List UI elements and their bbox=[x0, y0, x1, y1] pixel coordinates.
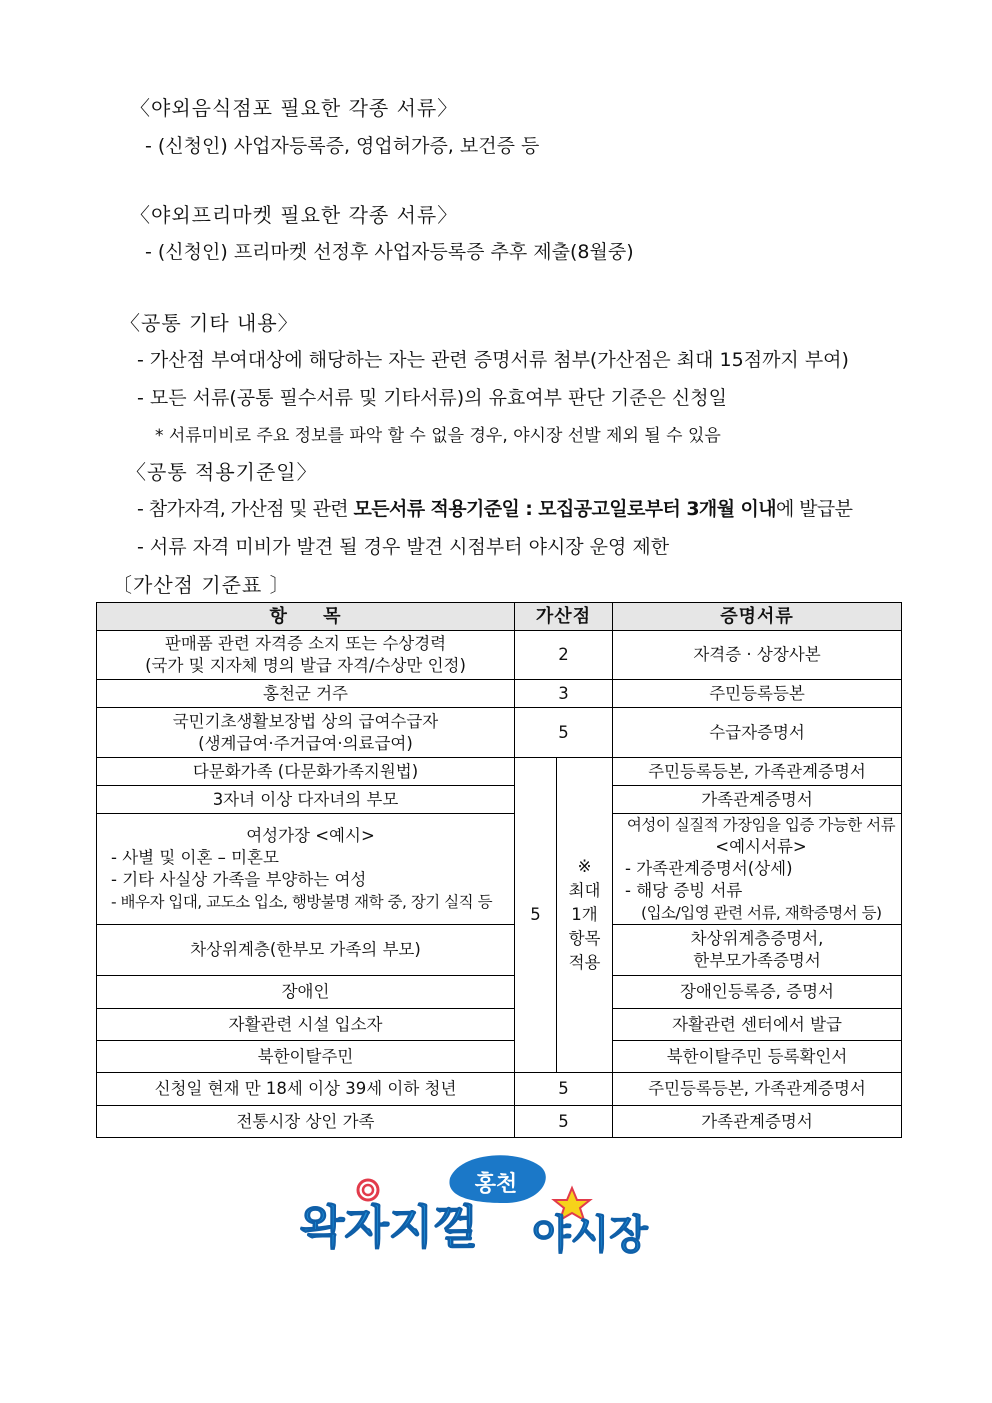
festival-logo bbox=[300, 1148, 680, 1258]
row-docs-line: - 가족관계증명서(상세) bbox=[625, 859, 793, 878]
row-item: 홍천군 거주 bbox=[97, 680, 515, 708]
row-docs: 가족관계증명서 bbox=[613, 1106, 902, 1138]
group-note-line: 적용 bbox=[568, 953, 601, 972]
row-item-line: 판매품 관련 자격증 소지 또는 수상경력 bbox=[164, 634, 447, 653]
logo-top-text: 홍천 bbox=[474, 1172, 518, 1197]
common-etc-title: 〈공통 기타 내용〉 bbox=[120, 311, 299, 335]
row-item: 3자녀 이상 다자녀의 부모 bbox=[97, 786, 515, 814]
flea-docs-line: - (신청인) 프리마켓 선정후 사업자등록증 추후 제출(8월중) bbox=[145, 241, 634, 263]
table-row bbox=[97, 631, 902, 680]
row-docs-line: 차상위계층증명서, bbox=[690, 929, 824, 948]
group-note-line: 최대 bbox=[568, 881, 601, 900]
row-item: 전통시장 상인 가족 bbox=[97, 1106, 515, 1138]
table-row bbox=[97, 1041, 902, 1073]
common-date-title: 〈공통 적용기준일〉 bbox=[126, 460, 318, 484]
row-docs: 수급자증명서 bbox=[613, 708, 902, 758]
table-row bbox=[97, 976, 902, 1009]
header-item: 항 목 bbox=[97, 603, 515, 631]
table-row bbox=[97, 1106, 902, 1138]
table-row bbox=[97, 1009, 902, 1041]
flea-docs-title: 〈야외프리마켓 필요한 각종 서류〉 bbox=[130, 203, 459, 227]
row-docs: 자격증 · 상장사본 bbox=[613, 631, 902, 680]
row-docs: 장애인등록증, 증명서 bbox=[613, 976, 902, 1009]
row-item-sub: - 사별 및 이혼 – 미혼모 bbox=[111, 848, 279, 867]
group-note-line: 항목 bbox=[568, 929, 601, 948]
row-item: 신청일 현재 만 18세 이상 39세 이하 청년 bbox=[97, 1073, 515, 1106]
table-caption: 〔가산점 기준표 〕 bbox=[112, 573, 291, 597]
common-date-line2: - 서류 자격 미비가 발견 될 경우 발견 시점부터 야시장 운영 제한 bbox=[137, 536, 670, 558]
row-docs: 자활관련 센터에서 발급 bbox=[613, 1009, 902, 1041]
common-date-line1-a: - 참가자격, 가산점 및 관련 bbox=[137, 498, 354, 520]
group-note-line: 1개 bbox=[571, 905, 598, 924]
row-docs-line: 한부모가족증명서 bbox=[693, 951, 821, 970]
row-docs-line: <예시서류> bbox=[715, 837, 807, 856]
row-item: 다문화가족 (다문화가족지원법) bbox=[97, 758, 515, 786]
row-item-line: 여성가장 <예시> bbox=[246, 826, 375, 845]
row-docs: 주민등록등본, 가족관계증명서 bbox=[613, 1073, 902, 1106]
table-row bbox=[97, 708, 902, 758]
row-docs-line: - 해당 증빙 서류 bbox=[625, 881, 743, 900]
row-item-sub: - 배우자 입대, 교도소 입소, 행방불명 재학 중, 장기 실직 등 bbox=[111, 893, 493, 911]
header-points: 가산점 bbox=[515, 603, 613, 631]
common-etc-note: * 서류미비로 주요 정보를 파악 할 수 없을 경우, 야시장 선발 제외 될 수 있음 bbox=[155, 426, 721, 446]
table-header-row bbox=[97, 603, 902, 631]
group-note-line: ※ bbox=[577, 857, 592, 876]
swirl-icon bbox=[358, 1180, 378, 1200]
row-item: 장애인 bbox=[97, 976, 515, 1009]
row-item-line: (생계급여·주거급여·의료급여) bbox=[198, 733, 413, 753]
common-etc-line1: - 가산점 부여대상에 해당하는 자는 관련 증명서류 첨부(가산점은 최대 15점까지 부여) bbox=[137, 349, 849, 371]
common-date-line1 bbox=[137, 494, 852, 521]
row-item bbox=[97, 708, 515, 758]
group-points: 5 bbox=[515, 758, 557, 1073]
row-docs: 주민등록등본 bbox=[613, 680, 902, 708]
row-item bbox=[97, 814, 515, 925]
table-row bbox=[97, 1073, 902, 1106]
bonus-points-table bbox=[96, 602, 902, 1138]
row-points: 5 bbox=[515, 1073, 613, 1106]
row-item: 자활관련 시설 입소자 bbox=[97, 1009, 515, 1041]
table-row bbox=[97, 925, 902, 976]
row-item: 차상위계층(한부모 가족의 부모) bbox=[97, 925, 515, 976]
table-row bbox=[97, 814, 902, 925]
row-docs bbox=[613, 814, 902, 925]
row-points: 5 bbox=[515, 708, 613, 758]
row-points: 5 bbox=[515, 1106, 613, 1138]
food-docs-title: 〈야외음식점포 필요한 각종 서류〉 bbox=[130, 96, 459, 120]
logo-main-text: 왁자지껄 bbox=[300, 1200, 478, 1254]
row-item-line: (국가 및 지자체 명의 발급 자격/수상만 인정) bbox=[145, 656, 466, 675]
table-row bbox=[97, 680, 902, 708]
header-docs: 증명서류 bbox=[613, 603, 902, 631]
row-points: 3 bbox=[515, 680, 613, 708]
row-docs: 북한이탈주민 등록확인서 bbox=[613, 1041, 902, 1073]
table-row bbox=[97, 786, 902, 814]
group-note bbox=[557, 758, 613, 1073]
row-docs: 가족관계증명서 bbox=[613, 786, 902, 814]
row-item-sub: - 기타 사실상 가족을 부양하는 여성 bbox=[111, 870, 367, 889]
row-docs: 주민등록등본, 가족관계증명서 bbox=[613, 758, 902, 786]
row-points: 2 bbox=[515, 631, 613, 680]
common-etc-line2: - 모든 서류(공통 필수서류 및 기타서류)의 유효여부 판단 기준은 신청일 bbox=[137, 387, 727, 409]
row-item bbox=[97, 631, 515, 680]
common-date-line1-bold: 모든서류 적용기준일 : 모집공고일로부터 3개월 이내 bbox=[353, 498, 776, 520]
row-item-line: 국민기초생활보장법 상의 급여수급자 bbox=[172, 711, 439, 731]
logo-right-text: 야시장 bbox=[532, 1212, 648, 1258]
food-docs-line: - (신청인) 사업자등록증, 영업허가증, 보건증 등 bbox=[145, 135, 540, 157]
row-item: 북한이탈주민 bbox=[97, 1041, 515, 1073]
common-date-line1-c: 에 발급분 bbox=[775, 498, 853, 520]
row-docs-line: 여성이 실질적 가장임을 입증 가능한 서류 bbox=[626, 816, 896, 834]
table-row bbox=[97, 758, 902, 786]
row-docs-line: (입소/입영 관련 서류, 재학증명서 등) bbox=[641, 904, 882, 922]
row-docs bbox=[613, 925, 902, 976]
